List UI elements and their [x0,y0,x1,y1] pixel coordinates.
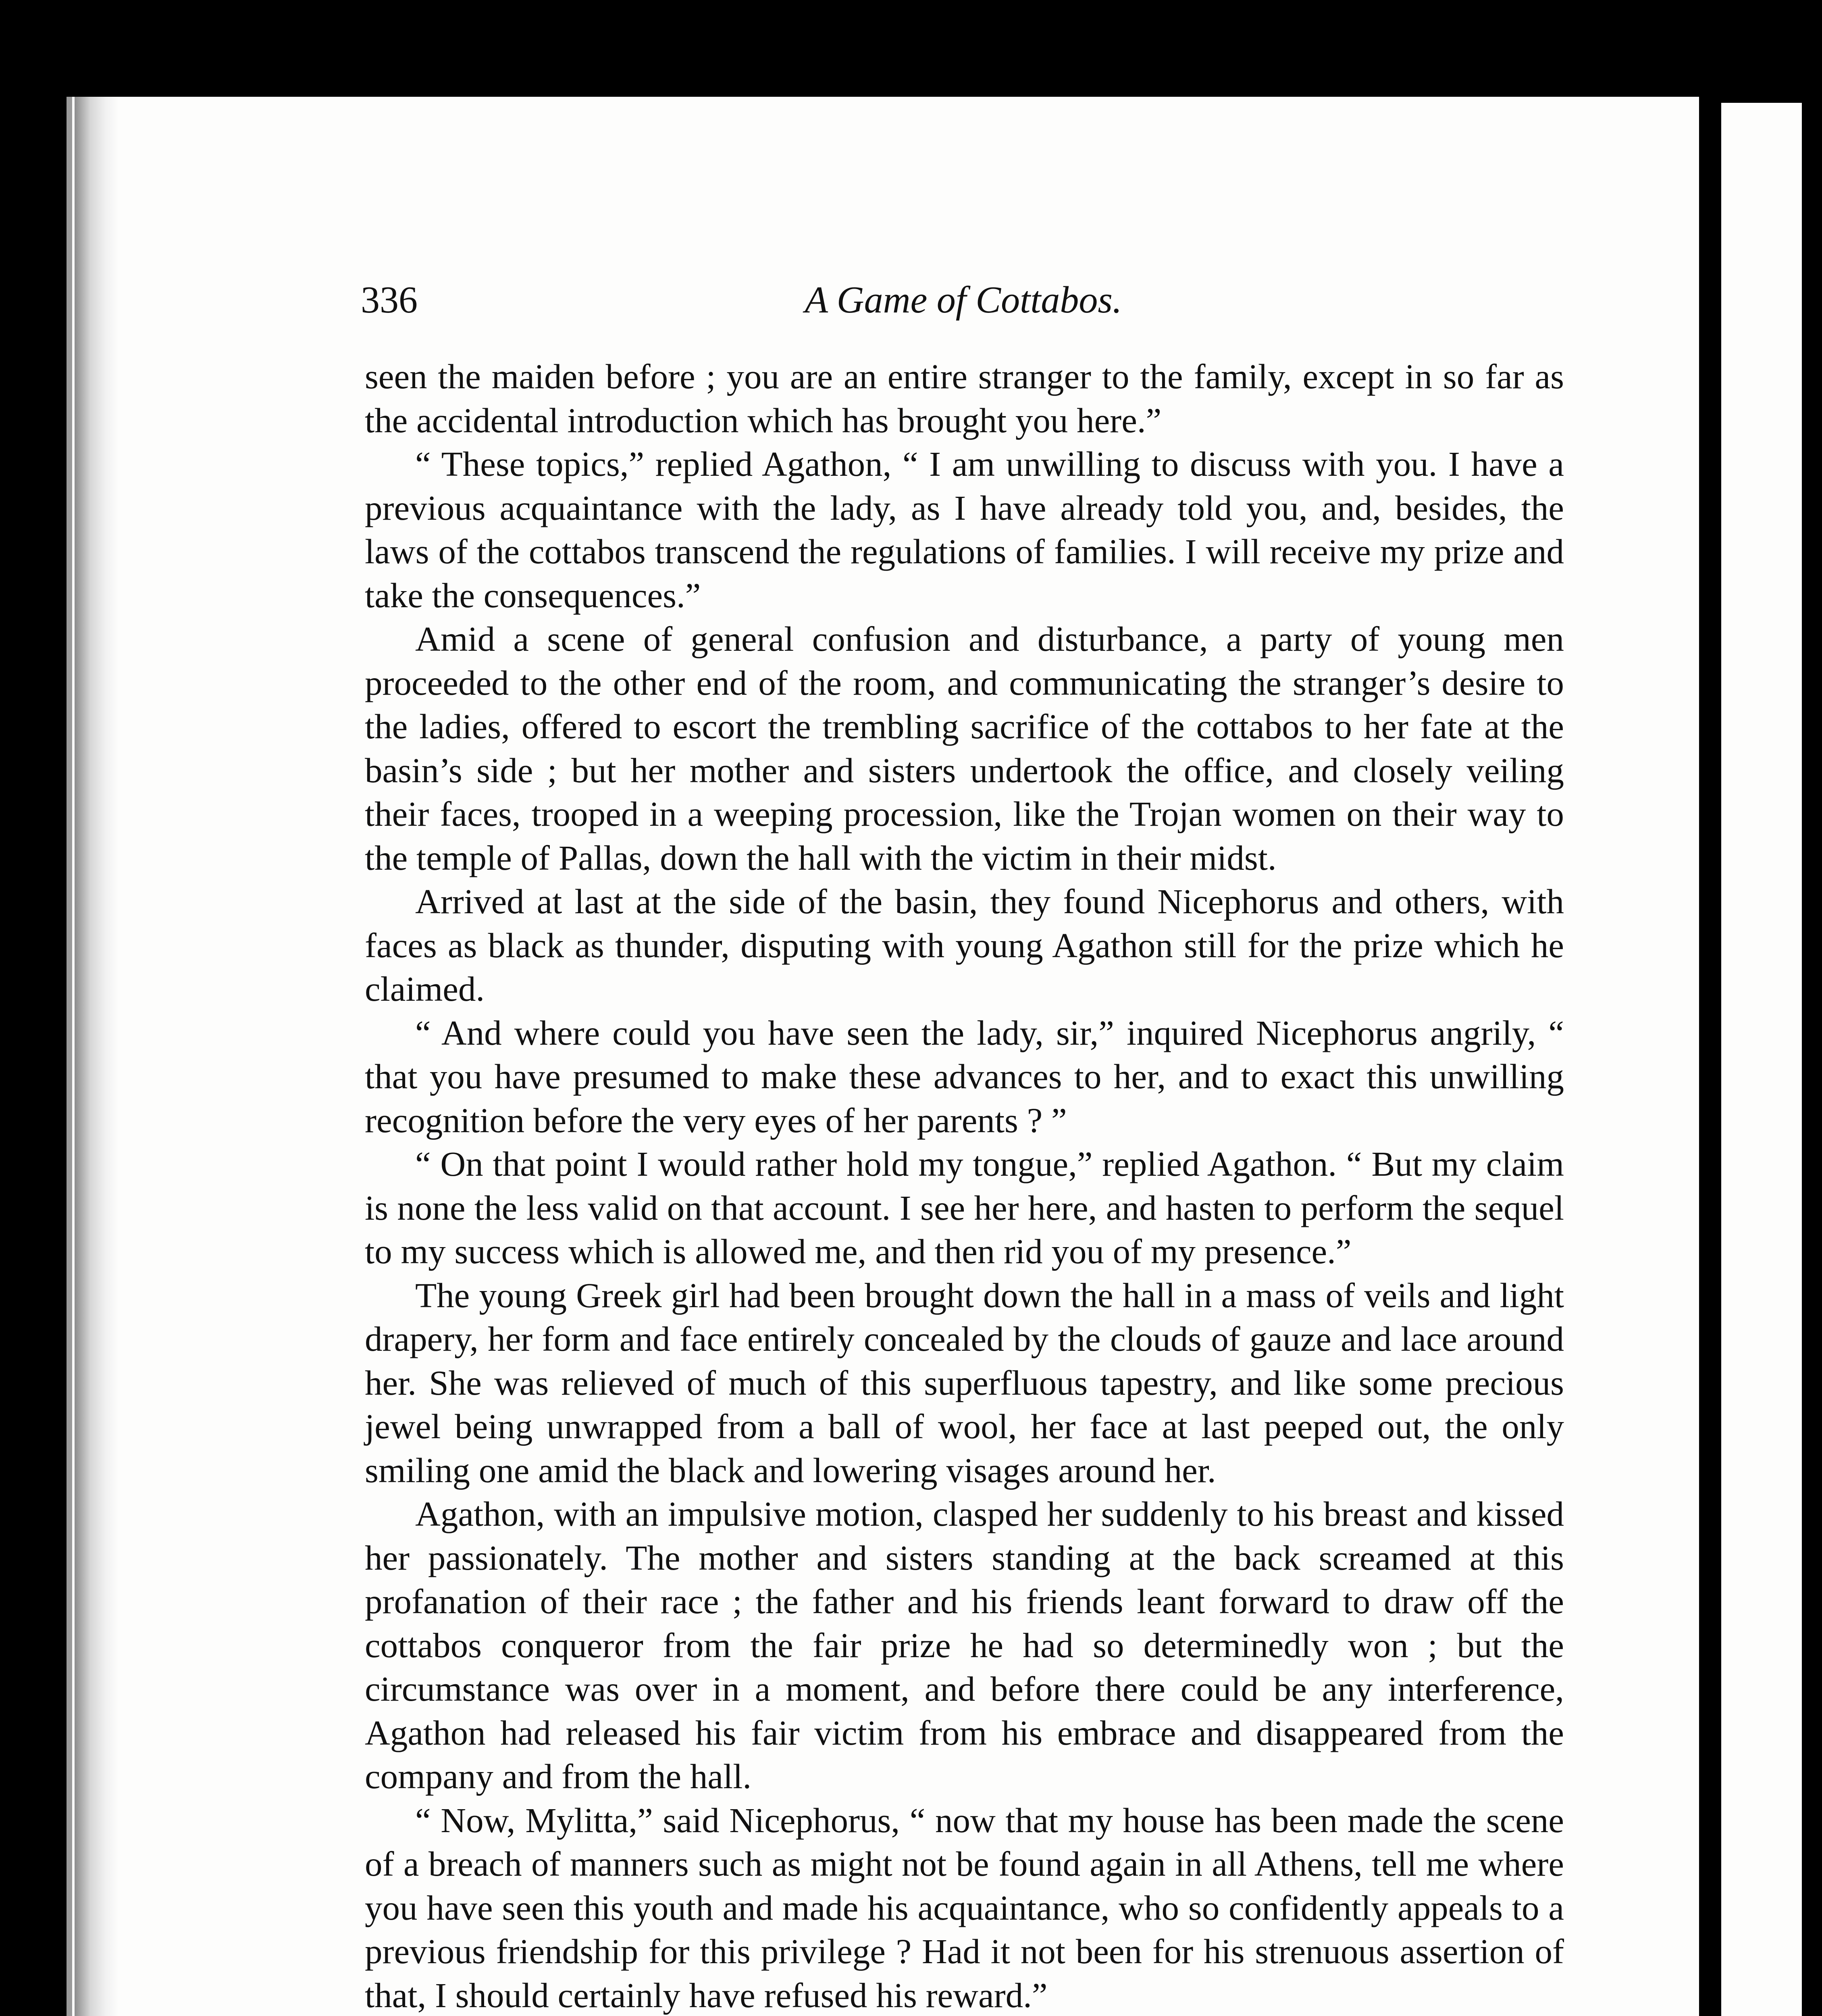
paragraph: Amid a scene of general confusion and disturbance, a party of young men proceeded to the other end of the room, and communicating the stranger’s desire to the ladies, offered to escort the trembling sacrifice of the cottabos to her fate at the basin’s side ; but her mother and sisters undertook the office, and closely veiling their faces, trooped in a weeping procession, like the Trojan women on their way to the temple of Pallas, down the hall with the victim in their midst. [365,619,1564,877]
page-gutter-shadow [75,97,119,2016]
paragraph: seen the maiden before ; you are an entire stranger to the family, except in so far as the accidental introduction which has brought you here.” [365,357,1564,440]
adjacent-page-edge [1721,103,1802,2016]
paragraph: Arrived at last at the side of the basin, they found Nicephorus and others, with faces as black as thunder, disputing with young Agathon still for the prize which he claimed. [365,882,1564,1008]
body-text [365,355,1564,2016]
page-gap [1699,97,1721,2016]
paragraph: “ These topics,” replied Agathon, “ I am unwilling to discuss with you. I have a previous acquaintance with the lady, as I have already told you, and, besides, the laws of the cottabos transcend the regulations of families. I will receive my prize and take the consequences.” [365,444,1564,615]
page-number: 336 [361,279,418,321]
page-header [361,278,1566,335]
paragraph: The young Greek girl had been brought down the hall in a mass of veils and light drapery, her form and face entirely concealed by the clouds of gauze and lace around her. She was relieved of much of this superfluous tapestry, and like some precious jewel being unwrapped from a ball of wool, her face at last peeped out, the only smiling one amid the black and lowering visages around her. [365,1275,1564,1490]
paragraph: Agathon, with an impulsive motion, clasped her suddenly to his breast and kissed her passionately. The mother and sisters standing at the back screamed at this profanation of their race ; the father and his friends leant forward to draw off the cottabos conqueror from the fair prize he had so determinedly won ; but the circumstance was over in a moment, and before there could be any interference, Agathon had released his fair victim from his embrace and disappeared from the company and from the hall. [365,1494,1564,1796]
running-title: A Game of Cottabos. [805,279,1122,321]
paragraph: “ And where could you have seen the lady, sir,” inquired Nicephorus angrily, “ that you have presumed to make these advances to her, and to exact this unwilling recognition before the very eyes of her parents ? ” [365,1013,1564,1140]
paragraph: “ On that point I would rather hold my tongue,” replied Agathon. “ But my claim is none the less valid on that account. I see her here, and hasten to perform the sequel to my success which is allowed me, and then rid you of my presence.” [365,1144,1564,1271]
paragraph: “ Now, Mylitta,” said Nicephorus, “ now that my house has been made the scene of a breach of manners such as might not be found again in all Athens, tell me where you have seen this youth and made his acquaintance, who so confidently appeals to a previous friendship for this privilege ? Had it not been for his strenuous assertion of that, I should certainly have refused his reward.” [365,1800,1564,2015]
